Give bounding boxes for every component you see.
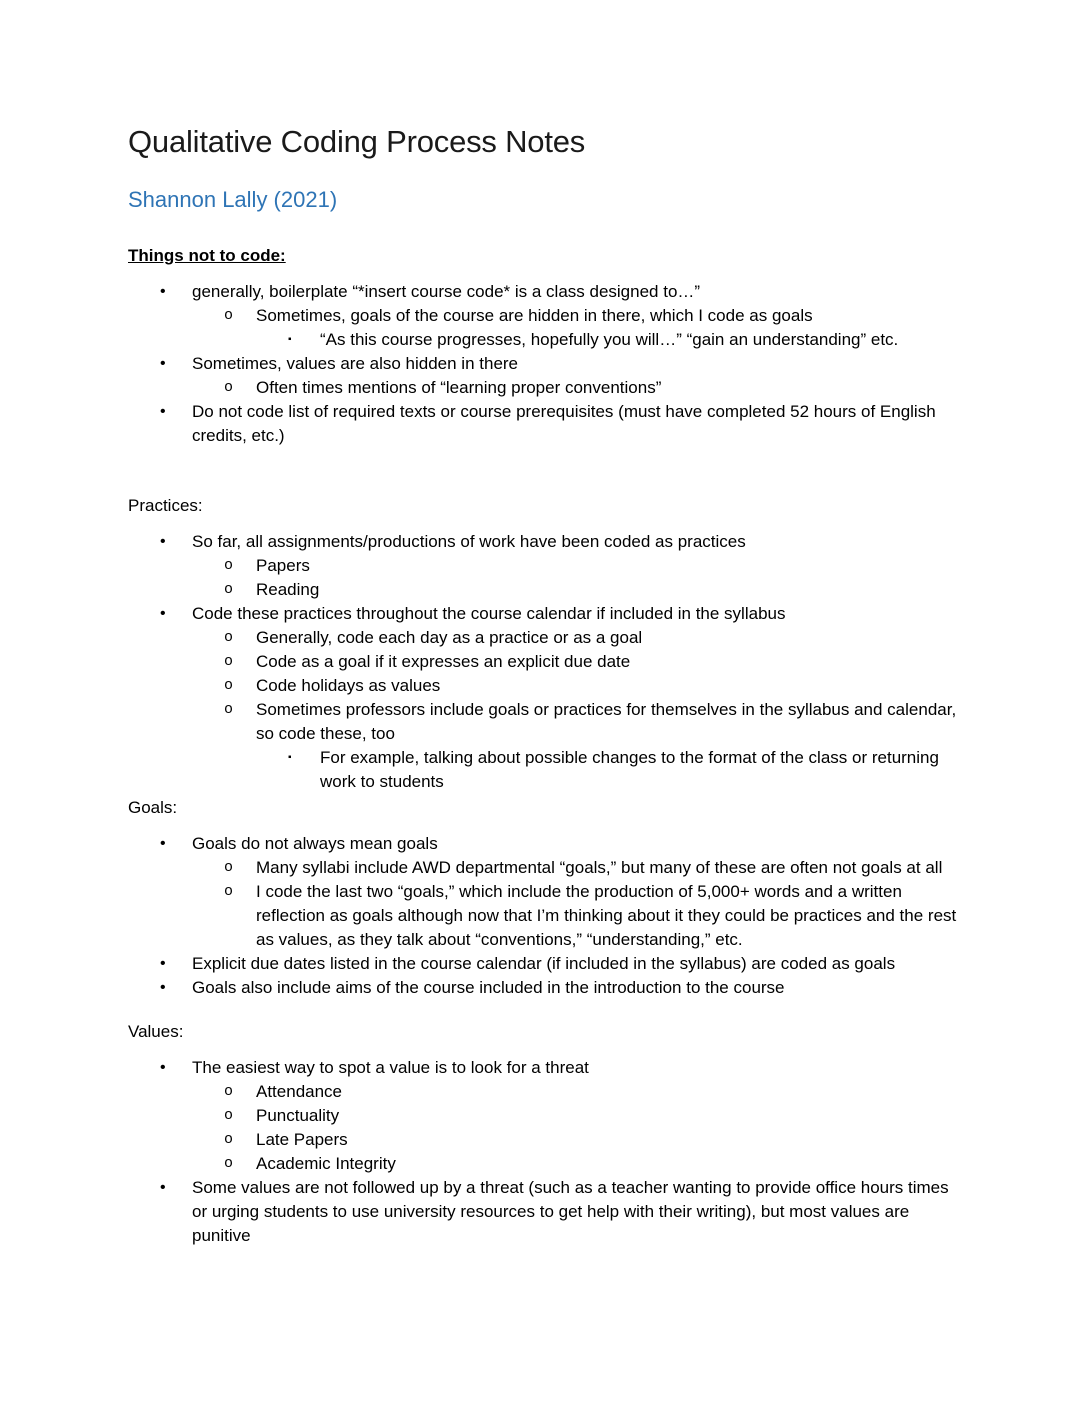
list-item <box>128 698 960 746</box>
list-item-text: Reading <box>256 580 320 599</box>
section-list-practices <box>128 530 960 794</box>
list-item-text: Goals do not always mean goals <box>192 834 438 853</box>
list-item <box>128 976 960 1000</box>
list-item-text: Sometimes, goals of the course are hidden in there, which I code as goals <box>256 306 813 325</box>
section-values <box>128 1020 960 1248</box>
list-item-text: Do not code list of required texts or course prerequisites (must have completed 52 hours of English credits, etc.) <box>192 402 936 445</box>
list-item-text: Code holidays as values <box>256 676 441 695</box>
section-list-goals <box>128 832 960 1000</box>
list-item-text: Often times mentions of “learning proper conventions” <box>256 378 662 397</box>
list-item-text: For example, talking about possible changes to the format of the class or returning work to students <box>320 748 939 791</box>
list-item <box>128 554 960 578</box>
list-item-text: Academic Integrity <box>256 1154 396 1173</box>
bullet-disc-icon: • <box>160 283 166 300</box>
bullet-circle-icon: o <box>224 379 234 396</box>
bullet-disc-icon: • <box>160 1059 166 1076</box>
bullet-circle-icon: o <box>224 701 234 718</box>
section-heading-things-not-to-code: Things not to code: <box>128 246 286 265</box>
document-author: Shannon Lally (2021) <box>128 187 338 212</box>
document-title: Qualitative Coding Process Notes <box>128 124 586 159</box>
list-item-text: generally, boilerplate “*insert course code* is a class designed to…” <box>192 282 701 301</box>
bullet-disc-icon: • <box>160 355 166 372</box>
section-heading-values: Values: <box>128 1022 184 1041</box>
list-item-text: So far, all assignments/productions of work have been coded as practices <box>192 532 746 551</box>
list-item <box>128 1176 960 1248</box>
bullet-circle-icon: o <box>224 677 234 694</box>
section-heading-goals: Goals: <box>128 798 178 817</box>
bullet-disc-icon: • <box>160 835 166 852</box>
list-item <box>128 304 960 328</box>
list-item-text: Explicit due dates listed in the course calendar (if included in the syllabus) are coded as goals <box>192 954 896 973</box>
list-item <box>128 880 960 952</box>
list-item <box>128 602 960 626</box>
bullet-circle-icon: o <box>224 1083 234 1100</box>
list-item-text: I code the last two “goals,” which include the production of 5,000+ words and a written reflection as goals although now that I’m thinking about it they could be practices and the rest as values, as they talk about “conventions,” “understanding,” etc. <box>256 882 957 949</box>
list-item <box>128 1104 960 1128</box>
list-item <box>128 626 960 650</box>
section-things-not-to-code <box>128 244 960 448</box>
bullet-circle-icon: o <box>224 883 234 900</box>
list-item-text: “As this course progresses, hopefully you will…” “gain an understanding” etc. <box>320 330 899 349</box>
list-item <box>128 952 960 976</box>
bullet-disc-icon: • <box>160 605 166 622</box>
list-item <box>128 746 960 794</box>
list-item-text: Some values are not followed up by a threat (such as a teacher wanting to provide office hours times or urging students to use university resources to get help with their writing), but most values are punitive <box>192 1178 949 1245</box>
list-item <box>128 832 960 856</box>
section-list-things-not-to-code <box>128 280 960 448</box>
list-item-text: Generally, code each day as a practice or as a goal <box>256 628 643 647</box>
list-item <box>128 650 960 674</box>
bullet-circle-icon: o <box>224 1131 234 1148</box>
list-item <box>128 530 960 554</box>
section-practices <box>128 494 960 794</box>
list-item-text: Sometimes, values are also hidden in there <box>192 354 519 373</box>
section-list-values <box>128 1056 960 1248</box>
list-item-text: Goals also include aims of the course included in the introduction to the course <box>192 978 785 997</box>
section-goals <box>128 796 960 1000</box>
list-item <box>128 1152 960 1176</box>
list-item-text: Many syllabi include AWD departmental “goals,” but many of these are often not goals at all <box>256 858 943 877</box>
list-item <box>128 1080 960 1104</box>
bullet-circle-icon: o <box>224 653 234 670</box>
bullet-square-icon: ▪ <box>288 752 292 763</box>
bullet-circle-icon: o <box>224 557 234 574</box>
bullet-circle-icon: o <box>224 1155 234 1172</box>
bullet-disc-icon: • <box>160 955 166 972</box>
list-item-text: Attendance <box>256 1082 343 1101</box>
list-item <box>128 856 960 880</box>
bullet-disc-icon: • <box>160 533 166 550</box>
bullet-circle-icon: o <box>224 859 234 876</box>
bullet-circle-icon: o <box>224 581 234 598</box>
list-item-text: Late Papers <box>256 1130 348 1149</box>
list-item <box>128 280 960 304</box>
list-item <box>128 1128 960 1152</box>
list-item <box>128 578 960 602</box>
list-item <box>128 352 960 376</box>
section-heading-practices: Practices: <box>128 496 203 515</box>
list-item <box>128 328 960 352</box>
list-item <box>128 1056 960 1080</box>
list-item-text: Punctuality <box>256 1106 340 1125</box>
bullet-disc-icon: • <box>160 979 166 996</box>
bullet-square-icon: ▪ <box>288 334 292 345</box>
list-item <box>128 376 960 400</box>
list-item <box>128 400 960 448</box>
bullet-circle-icon: o <box>224 307 234 324</box>
list-item <box>128 674 960 698</box>
list-item-text: The easiest way to spot a value is to look for a threat <box>192 1058 589 1077</box>
list-item-text: Papers <box>256 556 310 575</box>
bullet-disc-icon: • <box>160 1179 166 1196</box>
bullet-circle-icon: o <box>224 1107 234 1124</box>
document-sections <box>128 244 960 1248</box>
list-item-text: Code as a goal if it expresses an explicit due date <box>256 652 631 671</box>
bullet-circle-icon: o <box>224 629 234 646</box>
list-item-text: Code these practices throughout the course calendar if included in the syllabus <box>192 604 786 623</box>
list-item-text: Sometimes professors include goals or practices for themselves in the syllabus and calendar, so code these, too <box>256 700 957 743</box>
bullet-disc-icon: • <box>160 403 166 420</box>
